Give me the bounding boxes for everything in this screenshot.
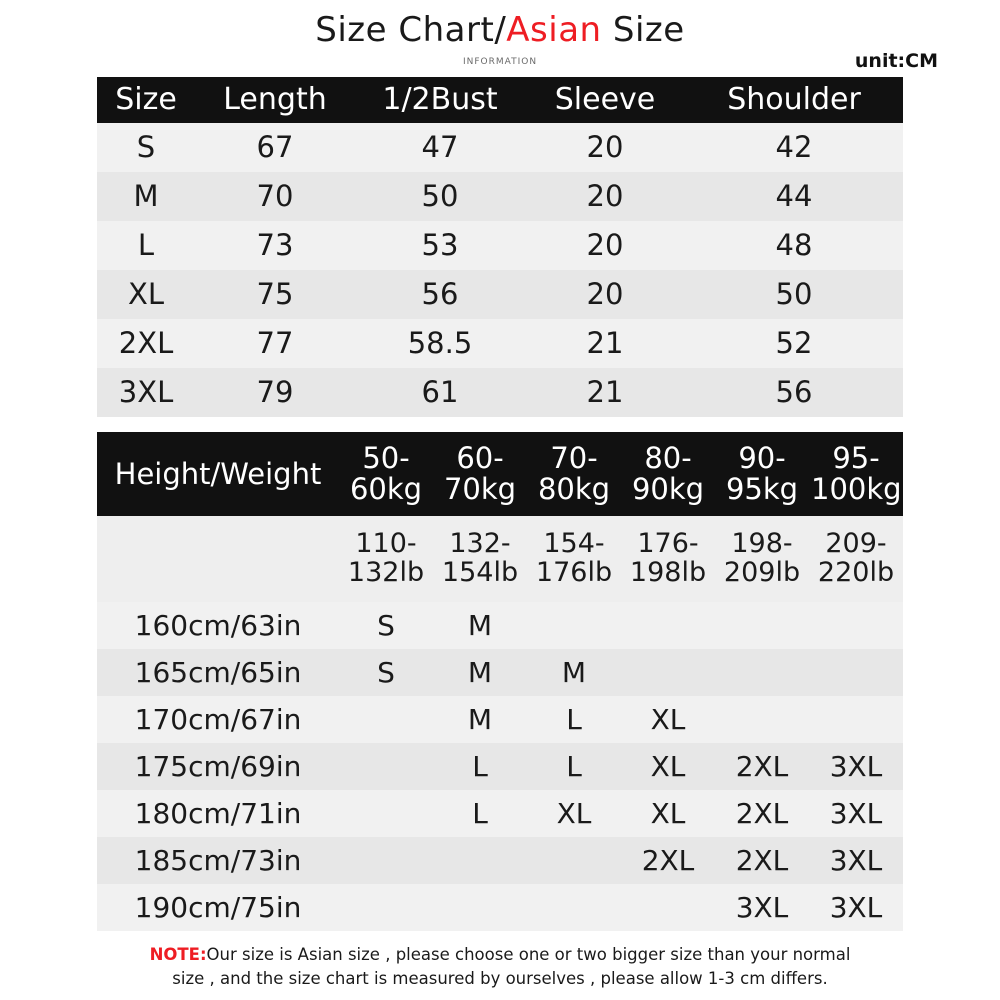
row-label-height: 190cm/75in xyxy=(97,884,339,931)
table-header-row xyxy=(97,77,903,123)
table-row xyxy=(97,696,903,743)
cell-fit xyxy=(621,649,715,696)
cell-size: S xyxy=(97,123,195,172)
cell-shoulder: 52 xyxy=(685,319,903,368)
cell-lbs-empty xyxy=(97,516,339,602)
cell-shoulder: 44 xyxy=(685,172,903,221)
table-row xyxy=(97,270,903,319)
page-subtitle: INFORMATION xyxy=(462,56,538,67)
cell-fit: 3XL xyxy=(809,743,903,790)
cell-fit: M xyxy=(433,602,527,649)
note-text xyxy=(97,943,903,991)
cell-length: 70 xyxy=(195,172,355,221)
cell-lbs-132-154: 132-154lb xyxy=(433,516,527,602)
cell-fit: L xyxy=(527,743,621,790)
cell-shoulder: 48 xyxy=(685,221,903,270)
page-title xyxy=(0,0,1000,51)
column-header-50-60kg: 50-60kg xyxy=(339,432,433,516)
cell-sleeve: 20 xyxy=(525,172,685,221)
column-header-60-70kg: 60-70kg xyxy=(433,432,527,516)
table-row xyxy=(97,172,903,221)
cell-fit xyxy=(809,602,903,649)
page-title-main: Size Chart/ xyxy=(315,10,507,50)
cell-fit xyxy=(433,884,527,931)
cell-length: 79 xyxy=(195,368,355,417)
cell-size: 3XL xyxy=(97,368,195,417)
row-label-height: 165cm/65in xyxy=(97,649,339,696)
cell-bust: 58.5 xyxy=(355,319,525,368)
row-label-height: 160cm/63in xyxy=(97,602,339,649)
height-weight-table xyxy=(97,432,903,931)
cell-fit: M xyxy=(527,649,621,696)
cell-length: 77 xyxy=(195,319,355,368)
cell-sleeve: 20 xyxy=(525,221,685,270)
cell-lbs-154-176: 154-176lb xyxy=(527,516,621,602)
note-tag: NOTE: xyxy=(149,944,207,964)
cell-lbs-209-220: 209-220lb xyxy=(809,516,903,602)
cell-shoulder: 50 xyxy=(685,270,903,319)
cell-fit xyxy=(621,602,715,649)
table-row xyxy=(97,602,903,649)
cell-fit xyxy=(433,837,527,884)
note-line-2: size , and the size chart is measured by ourselves , please allow 1-3 cm differs. xyxy=(172,968,828,988)
cell-fit xyxy=(715,602,809,649)
column-header-80-90kg: 80-90kg xyxy=(621,432,715,516)
cell-length: 73 xyxy=(195,221,355,270)
column-header-length: Length xyxy=(195,77,355,123)
column-header-sleeve: Sleeve xyxy=(525,77,685,123)
table-row xyxy=(97,649,903,696)
page-title-tail: Size xyxy=(601,10,685,50)
cell-fit: 2XL xyxy=(621,837,715,884)
table-row xyxy=(97,837,903,884)
cell-fit: 3XL xyxy=(715,884,809,931)
cell-fit xyxy=(339,884,433,931)
cell-fit: 3XL xyxy=(809,790,903,837)
cell-fit: XL xyxy=(621,696,715,743)
cell-size: 2XL xyxy=(97,319,195,368)
cell-fit xyxy=(809,649,903,696)
cell-fit: 2XL xyxy=(715,743,809,790)
column-header-90-95kg: 90-95kg xyxy=(715,432,809,516)
cell-fit xyxy=(527,837,621,884)
cell-fit xyxy=(621,884,715,931)
cell-lbs-198-209: 198-209lb xyxy=(715,516,809,602)
column-header-95-100kg: 95-100kg xyxy=(809,432,903,516)
cell-fit: XL xyxy=(621,790,715,837)
cell-fit: S xyxy=(339,602,433,649)
cell-fit: L xyxy=(527,696,621,743)
size-measurements-table xyxy=(97,77,903,417)
table-row xyxy=(97,368,903,417)
table-row xyxy=(97,123,903,172)
cell-bust: 53 xyxy=(355,221,525,270)
column-header-size: Size xyxy=(97,77,195,123)
cell-lbs-176-198: 176-198lb xyxy=(621,516,715,602)
cell-fit xyxy=(339,837,433,884)
cell-fit: 3XL xyxy=(809,884,903,931)
cell-bust: 47 xyxy=(355,123,525,172)
table-row xyxy=(97,743,903,790)
cell-length: 75 xyxy=(195,270,355,319)
page-title-accent: Asian xyxy=(506,10,602,50)
column-header-70-80kg: 70-80kg xyxy=(527,432,621,516)
cell-lbs-110-132: 110-132lb xyxy=(339,516,433,602)
cell-fit: M xyxy=(433,696,527,743)
cell-size: XL xyxy=(97,270,195,319)
cell-fit xyxy=(809,696,903,743)
cell-fit: 2XL xyxy=(715,837,809,884)
cell-fit xyxy=(527,884,621,931)
cell-fit: XL xyxy=(621,743,715,790)
cell-fit xyxy=(339,696,433,743)
cell-shoulder: 56 xyxy=(685,368,903,417)
row-label-height: 180cm/71in xyxy=(97,790,339,837)
table-row xyxy=(97,221,903,270)
cell-fit xyxy=(715,649,809,696)
cell-size: L xyxy=(97,221,195,270)
table-row xyxy=(97,319,903,368)
note-line-1: Our size is Asian size , please choose one or two bigger size than your normal xyxy=(206,944,851,964)
cell-fit xyxy=(527,602,621,649)
cell-fit: XL xyxy=(527,790,621,837)
column-header-shoulder: Shoulder xyxy=(685,77,903,123)
cell-sleeve: 21 xyxy=(525,319,685,368)
cell-bust: 50 xyxy=(355,172,525,221)
column-header-bust: 1/2Bust xyxy=(355,77,525,123)
cell-sleeve: 21 xyxy=(525,368,685,417)
cell-size: M xyxy=(97,172,195,221)
row-label-height: 185cm/73in xyxy=(97,837,339,884)
cell-sleeve: 20 xyxy=(525,270,685,319)
table-row xyxy=(97,790,903,837)
cell-fit xyxy=(339,790,433,837)
cell-fit xyxy=(339,743,433,790)
cell-shoulder: 42 xyxy=(685,123,903,172)
cell-fit: L xyxy=(433,790,527,837)
cell-fit: S xyxy=(339,649,433,696)
cell-fit: L xyxy=(433,743,527,790)
table-header-row xyxy=(97,432,903,516)
cell-fit: 2XL xyxy=(715,790,809,837)
table-subheader-row-lbs xyxy=(97,516,903,602)
cell-fit: M xyxy=(433,649,527,696)
cell-sleeve: 20 xyxy=(525,123,685,172)
row-label-height: 170cm/67in xyxy=(97,696,339,743)
cell-fit xyxy=(715,696,809,743)
cell-bust: 56 xyxy=(355,270,525,319)
cell-length: 67 xyxy=(195,123,355,172)
unit-label: unit:CM xyxy=(854,50,938,72)
table-row xyxy=(97,884,903,931)
cell-bust: 61 xyxy=(355,368,525,417)
column-header-height-weight: Height/Weight xyxy=(97,432,339,516)
row-label-height: 175cm/69in xyxy=(97,743,339,790)
cell-fit: 3XL xyxy=(809,837,903,884)
